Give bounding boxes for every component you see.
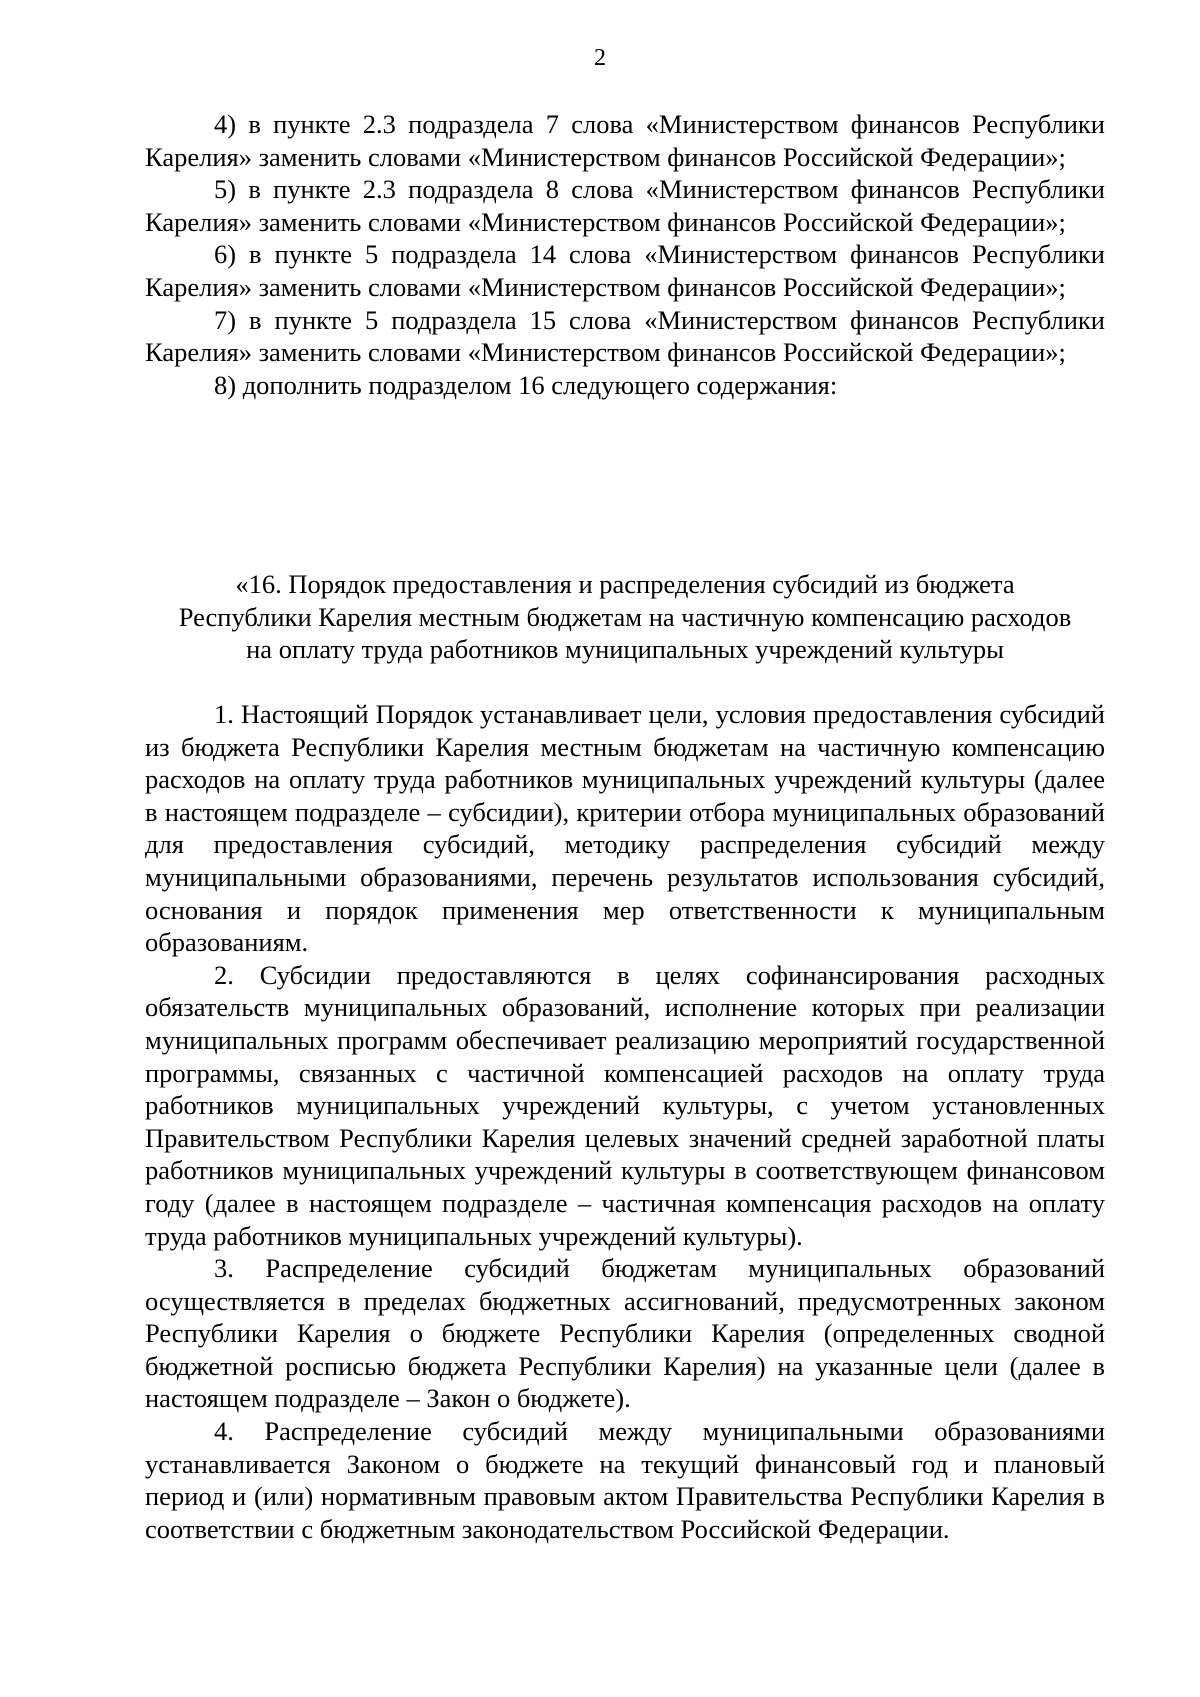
clause-paragraph: 3. Распределение субсидий бюджетам муниципальных образований осуществляется в пределах бюджетных ассигнований, предусмотренных законом Республики Карелия о бюджете Республики Карелия (определенных сводной бюджетной росписью бюджета Республики Карелия) на указанные цели (далее в настоящем подразделе – Закон о бюджете). — [145, 1253, 1105, 1414]
clause-paragraph: 2. Субсидии предоставляются в целях софинансирования расходных обязательств муниципальных образований, исполнение которых при реализации муниципальных программ обеспечивает реализацию мероприятий государственной программы, связанных с частичной компенсацией расходов на оплату труда работников муниципальных учреждений культуры, с учетом установленных Правительством Республики Карелия целевых значений средней заработной платы работников муниципальных учреждений культуры в соответствующем финансовом году (далее в настоящем подразделе – частичная компенсация расходов на оплату труда работников муниципальных учреждений культуры). — [145, 959, 1105, 1251]
amendment-item: 8) дополнить подразделом 16 следующего содержания: — [214, 369, 838, 400]
amendment-item: 5) в пункте 2.3 подраздела 8 слова «Министерством финансов Республики Карелия» заменить словами «Министерством финансов Российской Федерации»; — [145, 174, 1105, 237]
section-heading-line: на оплату труда работников муниципальных учреждений культуры — [246, 634, 1004, 665]
amendment-item: 4) в пункте 2.3 подраздела 7 слова «Министерством финансов Республики Карелия» заменить словами «Министерством финансов Российской Федерации»; — [145, 109, 1105, 172]
clause-paragraph: 4. Распределение субсидий между муниципальными образованиями устанавливается Законом о бюджете на текущий финансовый год и плановый период и (или) нормативным правовым актом Правительства Республики Карелия в соответствии с бюджетным законодательством Российской Федерации. — [145, 1416, 1105, 1544]
clauses-list — [145, 698, 1105, 1545]
amendment-item: 6) в пункте 5 подраздела 14 слова «Министерством финансов Республики Карелия» заменить словами «Министерством финансов Российской Федерации»; — [145, 239, 1105, 302]
amendments-list — [145, 108, 1105, 401]
amendment-item: 7) в пункте 5 подраздела 15 слова «Министерством финансов Республики Карелия» заменить словами «Министерством финансов Российской Федерации»; — [145, 304, 1105, 368]
page-number: 2 — [594, 45, 606, 71]
section-heading-line: Республики Карелия местным бюджетам на частичную компенсацию расходов — [178, 601, 1072, 632]
section-heading — [145, 568, 1105, 666]
clause-paragraph: 1. Настоящий Порядок устанавливает цели, условия предоставления субсидий из бюджета Республики Карелия местным бюджетам на частичную компенсацию расходов на оплату труда работников муниципальных учреждений культуры (далее в настоящем подразделе – субсидии), критерии отбора муниципальных образований для предоставления субсидий, методику распределения субсидий между муниципальными образованиями, перечень результатов использования субсидий, основания и порядок применения мер ответственности к муниципальным образованиям. — [145, 699, 1105, 958]
section-heading-line: «16. Порядок предоставления и распределения субсидий из бюджета — [235, 569, 1015, 599]
